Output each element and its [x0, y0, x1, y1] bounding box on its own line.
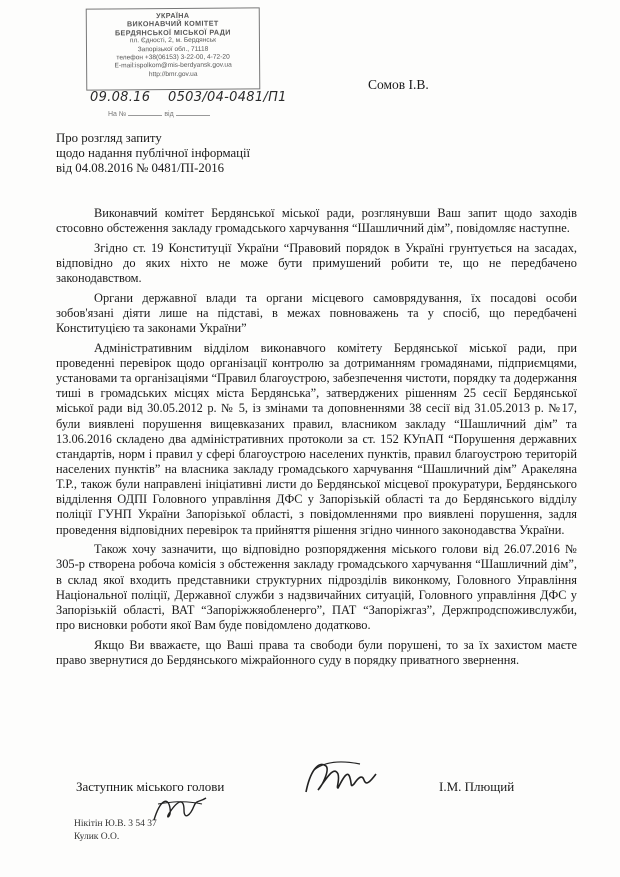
paragraph: Адміністративним відділом виконавчого комітету Бердянської міської ради, при проведенні перевірок щодо організації контролю за дотриманням громадянами, підприємцями, установами та організаціями “Правил благоустрою, забезпечення чистоти, порядку та додержання тиші в громадських місцях міста Бердянська”, затверджених рішенням 25 сесії Бердянської міської ради від 30.05.2012 р. № 5, із змінами та доповненнями 38 сесії від 31.05.2013 р. №17, були виявлені порушення вищевказаних правил, власником закладу “Шашличний дім” та 13.06.2016 складено два адміністративних протоколи за ст. 152 КУпАП “Порушення державних стандартів, норм і правил у сфері благоустрою населених пунктів, правил благоустрою територій населених пунктів” на власника закладу громадського харчування “Шашличний дім” Аракеляна Т.Р., також були направлені ініціативні листи до Бердянської місцевої прокуратури, Бердянського відділення ОДПІ Головного управління ДФС у Запорізькій області та до Бердянського відділу поліції ГУНП України Запорізької області, з повідомленнями про виявлені порушення, задля проведення відповідних перевірок та прийняття рішення згідно чинного законодавства України. — [56, 340, 577, 537]
paragraph: Якщо Ви вважаєте, що Ваші права та свободи були порушені, то за їх захистом маєте право звернутися до Бердянського міжрайонного суду в порядку приватного звернення. — [56, 637, 577, 667]
recipient: Сомов І.В. — [368, 77, 429, 92]
signature-scribble — [300, 752, 380, 807]
stamp-line: Запорізької обл., 71118 — [137, 45, 209, 53]
ref-date-blank — [176, 115, 210, 116]
stamp-line: ВИКОНАВЧИЙ КОМІТЕТ — [126, 19, 219, 29]
executor-line: Кулик О.О. — [74, 832, 120, 842]
signer-name: І.М. Плющий — [439, 779, 515, 794]
outgoing-number: 0503/04-0481/П1 — [168, 90, 287, 105]
paragraph: Згідно ст. 19 Конституції України “Правовий порядок в Україні грунтується на засадах, відповідно до яких ніхто не може бути примушений робити те, що не передбачено законодавством. — [56, 240, 577, 286]
stamp-line: http://bmr.gov.ua — [148, 70, 198, 79]
subject-block — [56, 131, 250, 177]
subject-line: Про розгляд запиту — [56, 131, 162, 145]
reference-line — [108, 111, 210, 118]
ref-from-label: від — [164, 111, 174, 118]
stamp-line: E-mail:ispolkom@mis-berdyansk.gov.ua — [114, 62, 232, 70]
outgoing-date: 09.08.16 — [90, 90, 151, 105]
executor-line: Нікітін Ю.В. 3 54 37 — [74, 819, 157, 829]
ref-number-blank — [128, 115, 162, 116]
paragraph: Виконавчий комітет Бердянської міської ради, розглянувши Ваш запит щодо заходів стосовно обстеження закладу громадського харчування “Шашличний дім”, повідомляє наступне. — [56, 206, 577, 236]
stamp-line: УКРАЇНА — [156, 10, 190, 21]
stamp-line: БЕРДЯНСЬКОЇ МІСЬКОЇ РАДИ — [114, 27, 231, 38]
letter-body — [56, 206, 577, 673]
executors-block — [74, 818, 157, 844]
stamp-line: пл. Єдності, 2, м. Бердянськ — [129, 36, 217, 45]
registration-stamp — [86, 7, 261, 90]
signer-title: Заступник міського голови — [76, 779, 225, 794]
outgoing-registration — [90, 90, 287, 105]
subject-line: щодо надання публічної інформації — [56, 146, 251, 161]
executor-initials-scribble — [150, 790, 210, 830]
stamp-line: телефон +38(06153) 3-22-00, 4-72-20 — [116, 53, 230, 62]
paragraph: Також хочу зазначити, що відповідно розпорядження міського голови від 26.07.2016 № 305-р створена робоча комісія з обстеження закладу громадського харчування “Шашличний дім”, в склад якої входить представники структурних підрозділів виконкому, Головного Управління Національної поліції, Державної служби з надзвичайних ситуацій, Головного управління ДФС у Запорізькій області, ВАТ “Запоріжжяобленерго”, ПАТ “Запоріжгаз”, Держпродспоживслужби, про висновки роботи якої Вам буде повідомлено додатково. — [56, 542, 577, 633]
paragraph: Органи державної влади та органи місцевого самоврядування, їх посадові особи зобов'язані діяти лише на підставі, в межах повноважень та у спосіб, що передбачені Конституцією та законами України” — [56, 290, 577, 336]
ref-label: На № — [108, 111, 127, 118]
subject-line: від 04.08.2016 № 0481/ПІ-2016 — [56, 161, 225, 176]
